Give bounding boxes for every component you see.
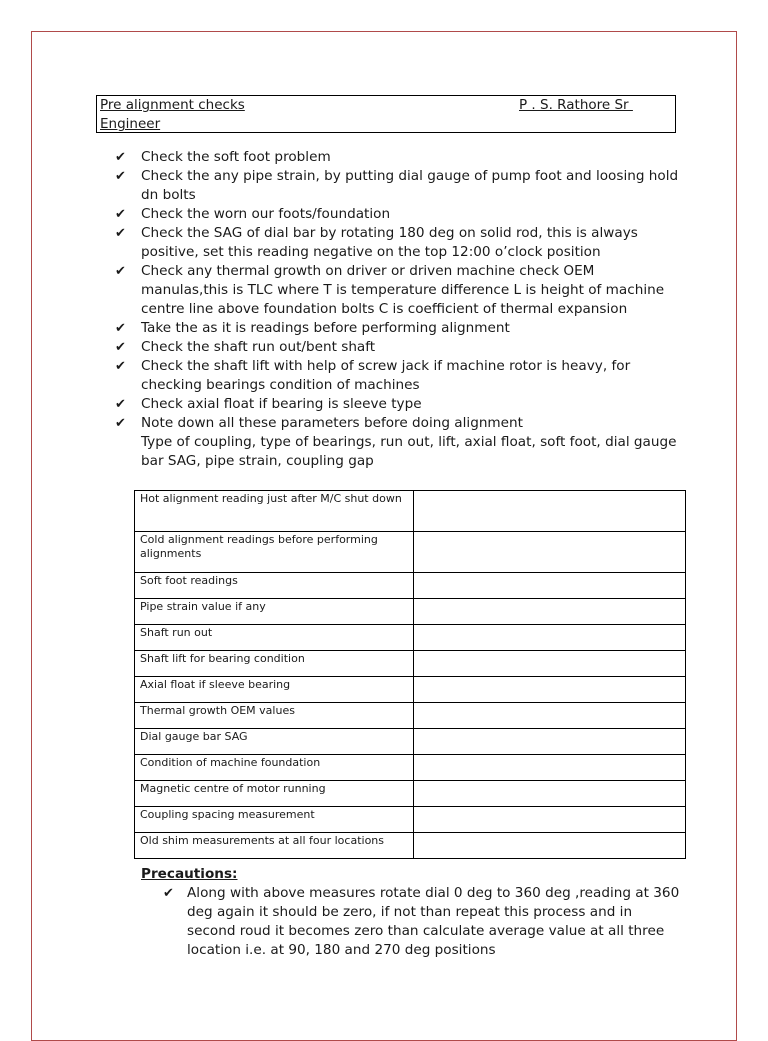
table-row (135, 781, 686, 807)
table-cell-label: Coupling spacing measurement (135, 807, 414, 833)
table-row (135, 729, 686, 755)
table-row (135, 625, 686, 651)
list-item-text: Check the any pipe strain, by putting dial gauge of pump foot and loosing hold dn bolts (141, 168, 679, 203)
checkmark-icon: ✔ (163, 886, 174, 901)
table-cell-value[interactable] (414, 677, 686, 703)
list-item-text: Check the worn our foots/foundation (141, 206, 391, 222)
readings-table (134, 490, 686, 859)
table-cell-label: Thermal growth OEM values (135, 703, 414, 729)
list-item-text: Note down all these parameters before doing alignment (141, 415, 523, 431)
table-cell-label: Axial float if sleeve bearing (135, 677, 414, 703)
pre-alignment-checklist (112, 148, 682, 471)
list-item (112, 262, 682, 319)
table-row (135, 599, 686, 625)
table-cell-label: Hot alignment reading just after M/C shut down (135, 491, 414, 532)
checkmark-icon: ✔ (115, 359, 126, 374)
list-item (112, 148, 682, 167)
precautions-heading: Precautions: (141, 866, 238, 882)
list-item (112, 167, 682, 205)
table-row (135, 491, 686, 532)
list-item (112, 338, 682, 357)
list-item-text: Check axial float if bearing is sleeve type (141, 396, 422, 412)
table-cell-label: Pipe strain value if any (135, 599, 414, 625)
document-title: Pre alignment checks (100, 97, 245, 113)
table-cell-value[interactable] (414, 625, 686, 651)
parameters-note: Type of coupling, type of bearings, run out, lift, axial float, soft foot, dial gauge bar SAG, pipe strain, coupling gap (141, 434, 677, 469)
table-cell-value[interactable] (414, 532, 686, 573)
author-name: P . S. Rathore Sr (519, 97, 633, 113)
table-cell-label: Cold alignment readings before performing alignments (135, 532, 414, 573)
table-cell-value[interactable] (414, 755, 686, 781)
checkmark-icon: ✔ (115, 207, 126, 222)
list-item-text: Check any thermal growth on driver or driven machine check OEM manulas,this is TLC where T is temperature difference L is height of machine centre line above foundation bolts C is coefficient of thermal expansion (141, 263, 665, 317)
list-item-text: Check the soft foot problem (141, 149, 331, 165)
table-row (135, 807, 686, 833)
list-item (112, 357, 682, 395)
table-cell-value[interactable] (414, 833, 686, 859)
table-cell-value[interactable] (414, 491, 686, 532)
list-item-text: Check the shaft lift with help of screw jack if machine rotor is heavy, for checking bearings condition of machines (141, 358, 631, 393)
author-role: Engineer (100, 116, 161, 132)
checkmark-icon: ✔ (115, 226, 126, 241)
table-cell-label: Old shim measurements at all four locations (135, 833, 414, 859)
precautions-list (160, 884, 680, 960)
table-cell-value[interactable] (414, 703, 686, 729)
table-cell-value[interactable] (414, 807, 686, 833)
list-item (112, 395, 682, 414)
table-cell-value[interactable] (414, 729, 686, 755)
table-row (135, 651, 686, 677)
document-header (96, 95, 676, 133)
list-item (112, 224, 682, 262)
table-row (135, 532, 686, 573)
checkmark-icon: ✔ (115, 416, 126, 431)
list-item (112, 319, 682, 338)
list-item (160, 884, 680, 960)
table-cell-value[interactable] (414, 599, 686, 625)
table-cell-value[interactable] (414, 781, 686, 807)
table-row (135, 703, 686, 729)
table-row (135, 833, 686, 859)
checkmark-icon: ✔ (115, 321, 126, 336)
table-row (135, 755, 686, 781)
checkmark-icon: ✔ (115, 340, 126, 355)
checkmark-icon: ✔ (115, 169, 126, 184)
table-cell-label: Magnetic centre of motor running (135, 781, 414, 807)
list-item-text: Check the SAG of dial bar by rotating 180 deg on solid rod, this is always positive, set this reading negative on the top 12:00 o’clock position (141, 225, 638, 260)
list-item (112, 414, 682, 433)
table-cell-label: Dial gauge bar SAG (135, 729, 414, 755)
table-row (135, 677, 686, 703)
table-row (135, 573, 686, 599)
table-cell-label: Soft foot readings (135, 573, 414, 599)
checkmark-icon: ✔ (115, 150, 126, 165)
checkmark-icon: ✔ (115, 397, 126, 412)
list-item-text: Take the as it is readings before performing alignment (141, 320, 510, 336)
list-item (112, 205, 682, 224)
table-cell-label: Shaft run out (135, 625, 414, 651)
table-cell-value[interactable] (414, 651, 686, 677)
table-cell-label: Shaft lift for bearing condition (135, 651, 414, 677)
list-item-text: Check the shaft run out/bent shaft (141, 339, 376, 355)
list-item-text: Along with above measures rotate dial 0 deg to 360 deg ,reading at 360 deg again it should be zero, if not than repeat this process and in second roud it becomes zero than calculate average value at all three location i.e. at 90, 180 and 270 deg positions (187, 885, 680, 958)
table-cell-value[interactable] (414, 573, 686, 599)
checkmark-icon: ✔ (115, 264, 126, 279)
table-cell-label: Condition of machine foundation (135, 755, 414, 781)
